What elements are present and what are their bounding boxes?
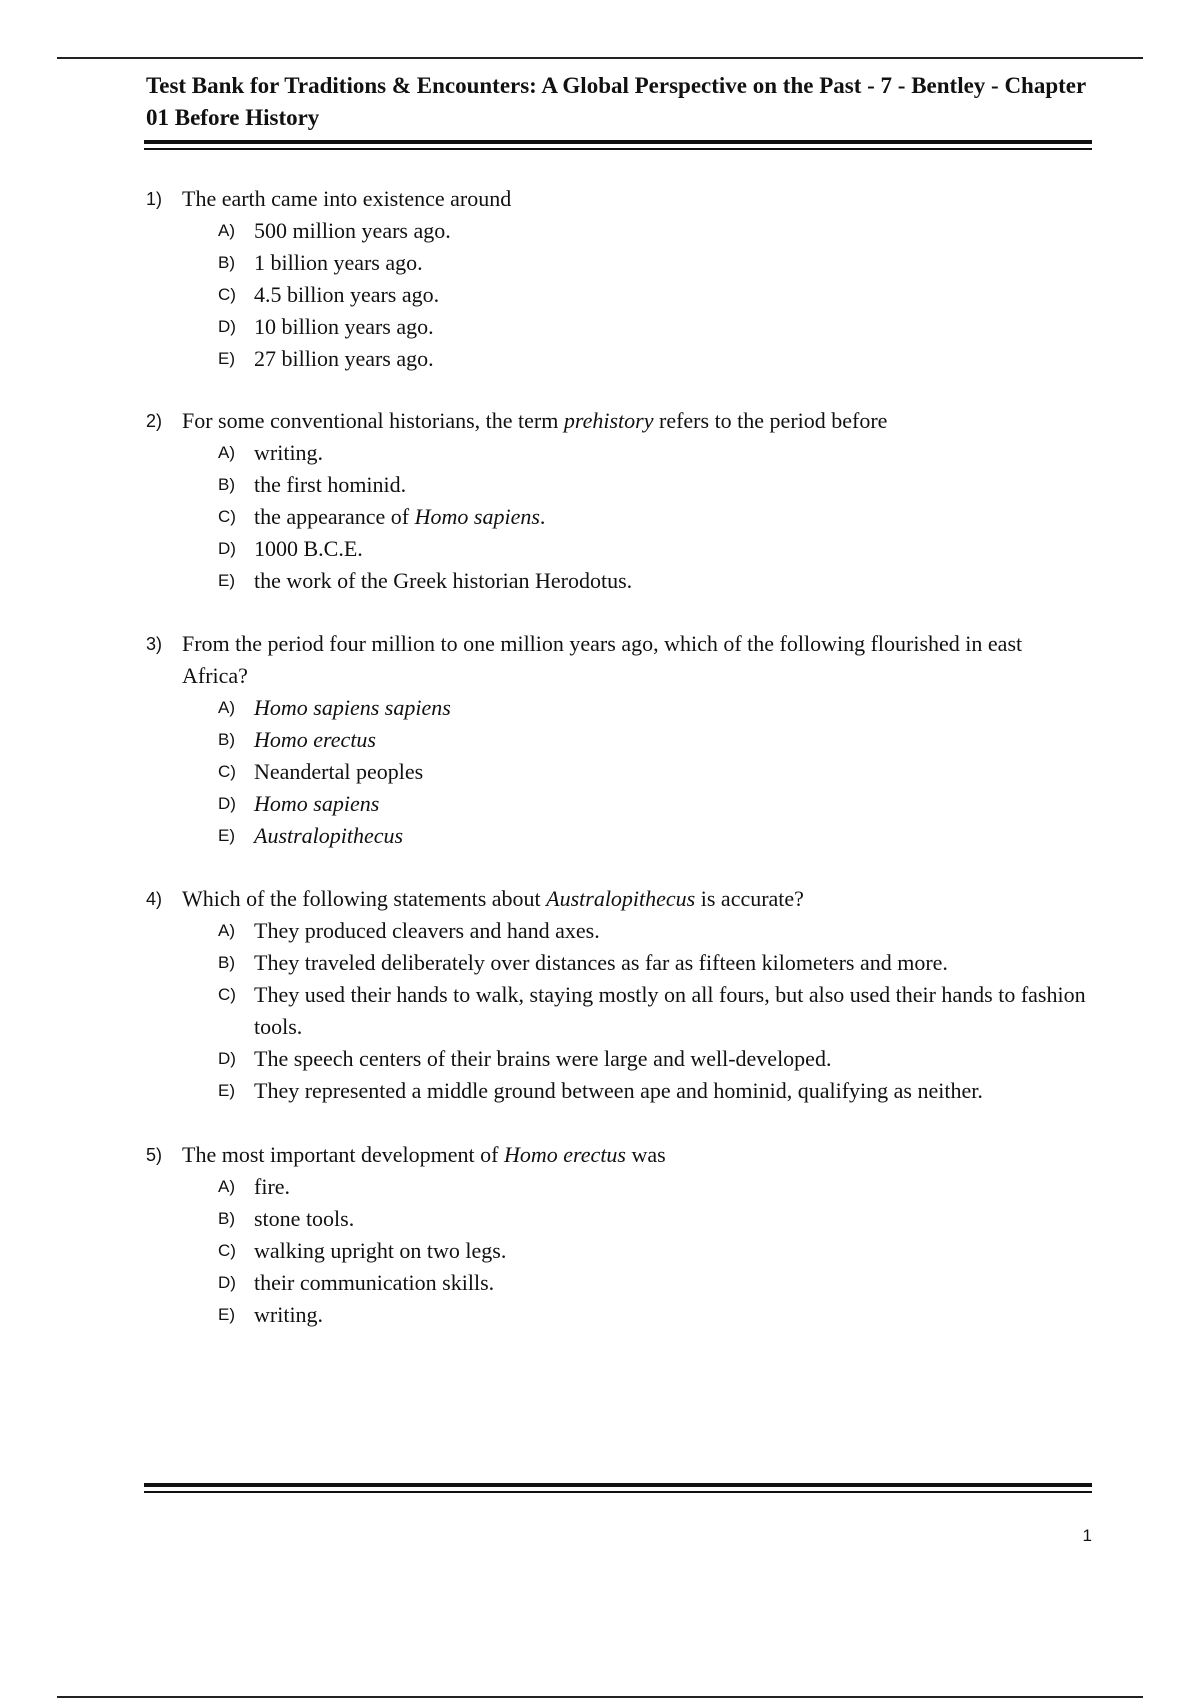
- page-top-rule: [57, 57, 1143, 59]
- answer-choices: [146, 915, 1086, 1107]
- choice-text: writing.: [254, 440, 324, 465]
- answer-choice[interactable]: [218, 1235, 1086, 1267]
- choice-text: 1 billion years ago.: [254, 250, 423, 275]
- choice-text: They traveled deliberately over distances as far as fifteen kilometers and more.: [254, 950, 948, 975]
- choice-text: the work of the Greek historian Herodotus.: [254, 568, 633, 593]
- choice-text: 10 billion years ago.: [254, 314, 434, 339]
- answer-choice[interactable]: [218, 215, 1086, 247]
- answer-choice[interactable]: [218, 437, 1086, 469]
- answer-choice[interactable]: [218, 279, 1086, 311]
- question-stem: [182, 1139, 1086, 1171]
- choice-letter: C): [218, 285, 236, 304]
- footer-rule-thick: [144, 1483, 1092, 1487]
- question-3: [146, 628, 1086, 852]
- stem-text: is accurate?: [695, 886, 804, 911]
- header-rule-thin: [144, 148, 1092, 150]
- header-double-rule: [144, 140, 1092, 150]
- choice-text: They used their hands to walk, staying mostly on all fours, but also used their hands to fashion tools.: [254, 982, 1086, 1039]
- answer-choice[interactable]: [218, 724, 1086, 756]
- choice-letter: E): [218, 1081, 235, 1100]
- choice-text: the first hominid.: [254, 472, 407, 497]
- question-5: [146, 1139, 1086, 1331]
- choice-text: They represented a middle ground between ape and hominid, qualifying as neither.: [254, 1078, 983, 1103]
- answer-choice[interactable]: [218, 247, 1086, 279]
- question-number: 3): [146, 634, 163, 654]
- answer-choice[interactable]: [218, 947, 1086, 979]
- choice-italic-term: Australopithecus: [254, 823, 404, 848]
- choice-text: Neandertal peoples: [254, 759, 424, 784]
- choice-letter: A): [218, 221, 235, 240]
- question-2: [146, 405, 1086, 597]
- answer-choice[interactable]: [218, 1299, 1086, 1331]
- answer-choice[interactable]: [218, 1043, 1086, 1075]
- stem-text: The earth came into existence around: [182, 186, 512, 211]
- stem-italic-term: Homo erectus: [504, 1142, 626, 1167]
- choice-letter: B): [218, 253, 235, 272]
- choice-letter: A): [218, 1177, 235, 1196]
- question-stem: [182, 628, 1086, 692]
- choice-italic-term: Homo sapiens: [414, 504, 540, 529]
- choice-letter: C): [218, 507, 236, 526]
- choice-text: 500 million years ago.: [254, 218, 451, 243]
- page-number: 1: [1082, 1526, 1092, 1545]
- choice-letter: A): [218, 443, 235, 462]
- choice-letter: C): [218, 985, 236, 1004]
- question-stem: [182, 883, 1086, 915]
- footer-rule-thin: [144, 1491, 1092, 1493]
- question-1: [146, 183, 1086, 375]
- header-rule-thick: [144, 140, 1092, 144]
- choice-italic-term: Homo sapiens: [254, 791, 380, 816]
- answer-choices: [146, 437, 1086, 597]
- choice-text: writing.: [254, 1302, 324, 1327]
- choice-text: 27 billion years ago.: [254, 346, 434, 371]
- page-bottom-rule: [57, 1696, 1143, 1698]
- choice-letter: B): [218, 475, 235, 494]
- answer-choice[interactable]: [218, 501, 1086, 533]
- choice-letter: B): [218, 730, 235, 749]
- answer-choice[interactable]: [218, 788, 1086, 820]
- choice-letter: D): [218, 794, 236, 813]
- choice-text: [254, 501, 1086, 533]
- choice-text: their communication skills.: [254, 1270, 495, 1295]
- choice-text: 1000 B.C.E.: [254, 536, 363, 561]
- answer-choices: [146, 215, 1086, 375]
- answer-choice[interactable]: [218, 820, 1086, 852]
- choice-text: fire.: [254, 1174, 291, 1199]
- stem-text: From the period four million to one million years ago, which of the following flourished in east Africa?: [182, 631, 1023, 688]
- answer-choice[interactable]: [218, 1171, 1086, 1203]
- choice-letter: E): [218, 1305, 235, 1324]
- choice-text: stone tools.: [254, 1206, 355, 1231]
- choice-letter: E): [218, 349, 235, 368]
- question-number: 2): [146, 411, 163, 431]
- choice-letter: D): [218, 539, 236, 558]
- answer-choice[interactable]: [218, 979, 1086, 1043]
- choice-text: They produced cleavers and hand axes.: [254, 918, 600, 943]
- choice-text: 4.5 billion years ago.: [254, 282, 440, 307]
- answer-choice[interactable]: [218, 915, 1086, 947]
- choice-letter: B): [218, 1209, 235, 1228]
- answer-choice[interactable]: [218, 1203, 1086, 1235]
- choice-letter: E): [218, 571, 235, 590]
- choice-text: The speech centers of their brains were large and well-developed.: [254, 1046, 832, 1071]
- document-title: Test Bank for Traditions & Encounters: A Global Perspective on the Past - 7 - Bentley - Chapter 01 Before History: [146, 73, 1086, 130]
- choice-letter: C): [218, 762, 236, 781]
- question-stem: [182, 183, 1086, 215]
- answer-choice[interactable]: [218, 311, 1086, 343]
- stem-text: refers to the period before: [653, 408, 888, 433]
- choice-italic-term: Homo erectus: [254, 727, 376, 752]
- answer-choices: [146, 692, 1086, 852]
- stem-text: For some conventional historians, the term: [182, 408, 564, 433]
- choice-letter: D): [218, 1273, 236, 1292]
- stem-italic-term: prehistory: [563, 408, 654, 433]
- footer-double-rule: [144, 1483, 1092, 1493]
- stem-text: was: [626, 1142, 666, 1167]
- question-number: 4): [146, 889, 163, 909]
- answer-choice[interactable]: [218, 469, 1086, 501]
- question-number: 1): [146, 189, 163, 209]
- answer-choice[interactable]: [218, 343, 1086, 375]
- choice-letter: C): [218, 1241, 236, 1260]
- answer-choice[interactable]: [218, 1267, 1086, 1299]
- choice-italic-term: Homo sapiens sapiens: [254, 695, 451, 720]
- stem-text: Which of the following statements about: [182, 886, 547, 911]
- choice-letter: A): [218, 698, 235, 717]
- answer-choice[interactable]: [218, 692, 1086, 724]
- stem-text: The most important development of: [182, 1142, 504, 1167]
- choice-letter: E): [218, 826, 235, 845]
- choice-letter: B): [218, 953, 235, 972]
- choice-letter: D): [218, 317, 236, 336]
- question-stem: [182, 405, 1086, 437]
- stem-italic-term: Australopithecus: [546, 886, 696, 911]
- choice-text-part: .: [539, 504, 546, 529]
- choice-text: walking upright on two legs.: [254, 1238, 507, 1263]
- answer-choices: [146, 1171, 1086, 1331]
- choice-letter: D): [218, 1049, 236, 1068]
- answer-choice[interactable]: [218, 565, 1086, 597]
- choice-letter: A): [218, 921, 235, 940]
- answer-choice[interactable]: [218, 756, 1086, 788]
- answer-choice[interactable]: [218, 533, 1086, 565]
- choice-text-part: the appearance of: [254, 504, 415, 529]
- question-number: 5): [146, 1145, 163, 1165]
- answer-choice[interactable]: [218, 1075, 1086, 1107]
- question-4: [146, 883, 1086, 1107]
